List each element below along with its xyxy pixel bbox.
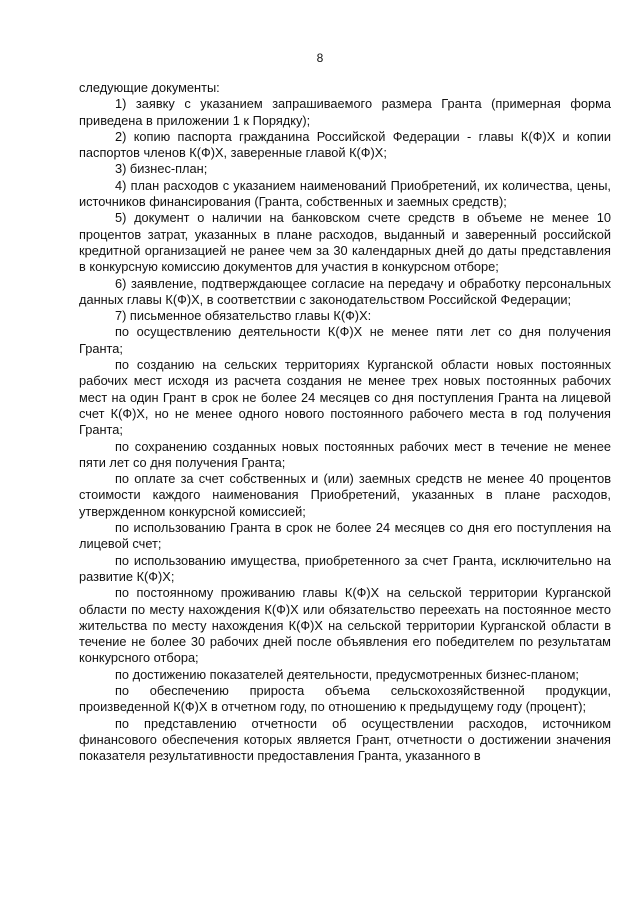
paragraph: 5) документ о наличии на банковском счете средств в объеме не менее 10 процентов затрат, указанных в плане расходов, выданный и заверенный российской кредитной организацией не ранее чем за 30 календарных дней до даты представления в конкурсную комиссию документов для участия в конкурсном отборе;: [79, 210, 611, 275]
paragraph: по использованию Гранта в срок не более 24 месяцев со дня его поступления на лицевой счет;: [79, 520, 611, 552]
paragraph: 7) письменное обязательство главы К(Ф)Х:: [115, 308, 372, 324]
paragraph: 6) заявление, подтверждающее согласие на передачу и обработку персональных данных главы К(Ф)Х, в соответствии с законодательством Российской Федерации;: [79, 275, 611, 307]
paragraph: 1) заявку с указанием запрашиваемого размера Гранта (примерная форма приведена в приложении 1 к Порядку);: [79, 96, 611, 128]
paragraph: по обеспечению прироста объема сельскохозяйственной продукции, произведенной К(Ф)Х в отчетном году, по отношению к предыдущему году (процент);: [79, 682, 611, 715]
paragraph: по осуществлению деятельности К(Ф)Х не менее пяти лет со дня получения Гранта;: [79, 324, 611, 356]
paragraph: 2) копию паспорта гражданина Российской Федерации - главы К(Ф)Х и копии паспортов членов К(Ф)Х, заверенные главой К(Ф)Х;: [79, 128, 611, 161]
paragraph: 3) бизнес-план;: [115, 161, 208, 177]
page-number: 8: [316, 51, 324, 65]
paragraph: 4) план расходов с указанием наименований Приобретений, их количества, цены, источников финансирования (Гранта, собственных и заемных средств);: [79, 177, 611, 210]
paragraph: по созданию на сельских территориях Курганской области новых постоянных рабочих мест исходя из расчета создания не менее трех новых постоянных рабочих мест на один Грант в срок не более 24 месяцев со дня поступления Гранта на лицевой счет К(Ф)Х, но не менее одного нового постоянного рабочего места в год получения Гранта;: [79, 357, 611, 438]
paragraph: по постоянному проживанию главы К(Ф)Х на сельской территории Курганской области по месту нахождения К(Ф)Х или обязательство переехать на постоянное место жительства по месту нахождения К(Ф)Х на сельской территории Курганской области в течение не более 30 рабочих дней после объявления его победителем по результатам конкурсного отбора;: [79, 585, 611, 666]
paragraph-intro: следующие документы:: [79, 80, 220, 95]
paragraph: по достижению показателей деятельности, предусмотренных бизнес-планом;: [115, 666, 579, 682]
paragraph: по оплате за счет собственных и (или) заемных средств не менее 40 процентов стоимости каждого наименования Приобретений, указанных в плане расходов, утвержденном конкурсной комиссией;: [79, 471, 611, 519]
paragraph: по представлению отчетности об осуществлении расходов, источником финансового обеспечения которых является Грант, отчетности о достижении значения показателя результативности предоставления Гранта, указанного в: [79, 715, 611, 764]
paragraph: по использованию имущества, приобретенного за счет Гранта, исключительно на развитие К(Ф)Х;: [79, 552, 611, 584]
paragraph: по сохранению созданных новых постоянных рабочих мест в течение не менее пяти лет со дня получения Гранта;: [79, 438, 611, 470]
document-body: [79, 80, 611, 764]
